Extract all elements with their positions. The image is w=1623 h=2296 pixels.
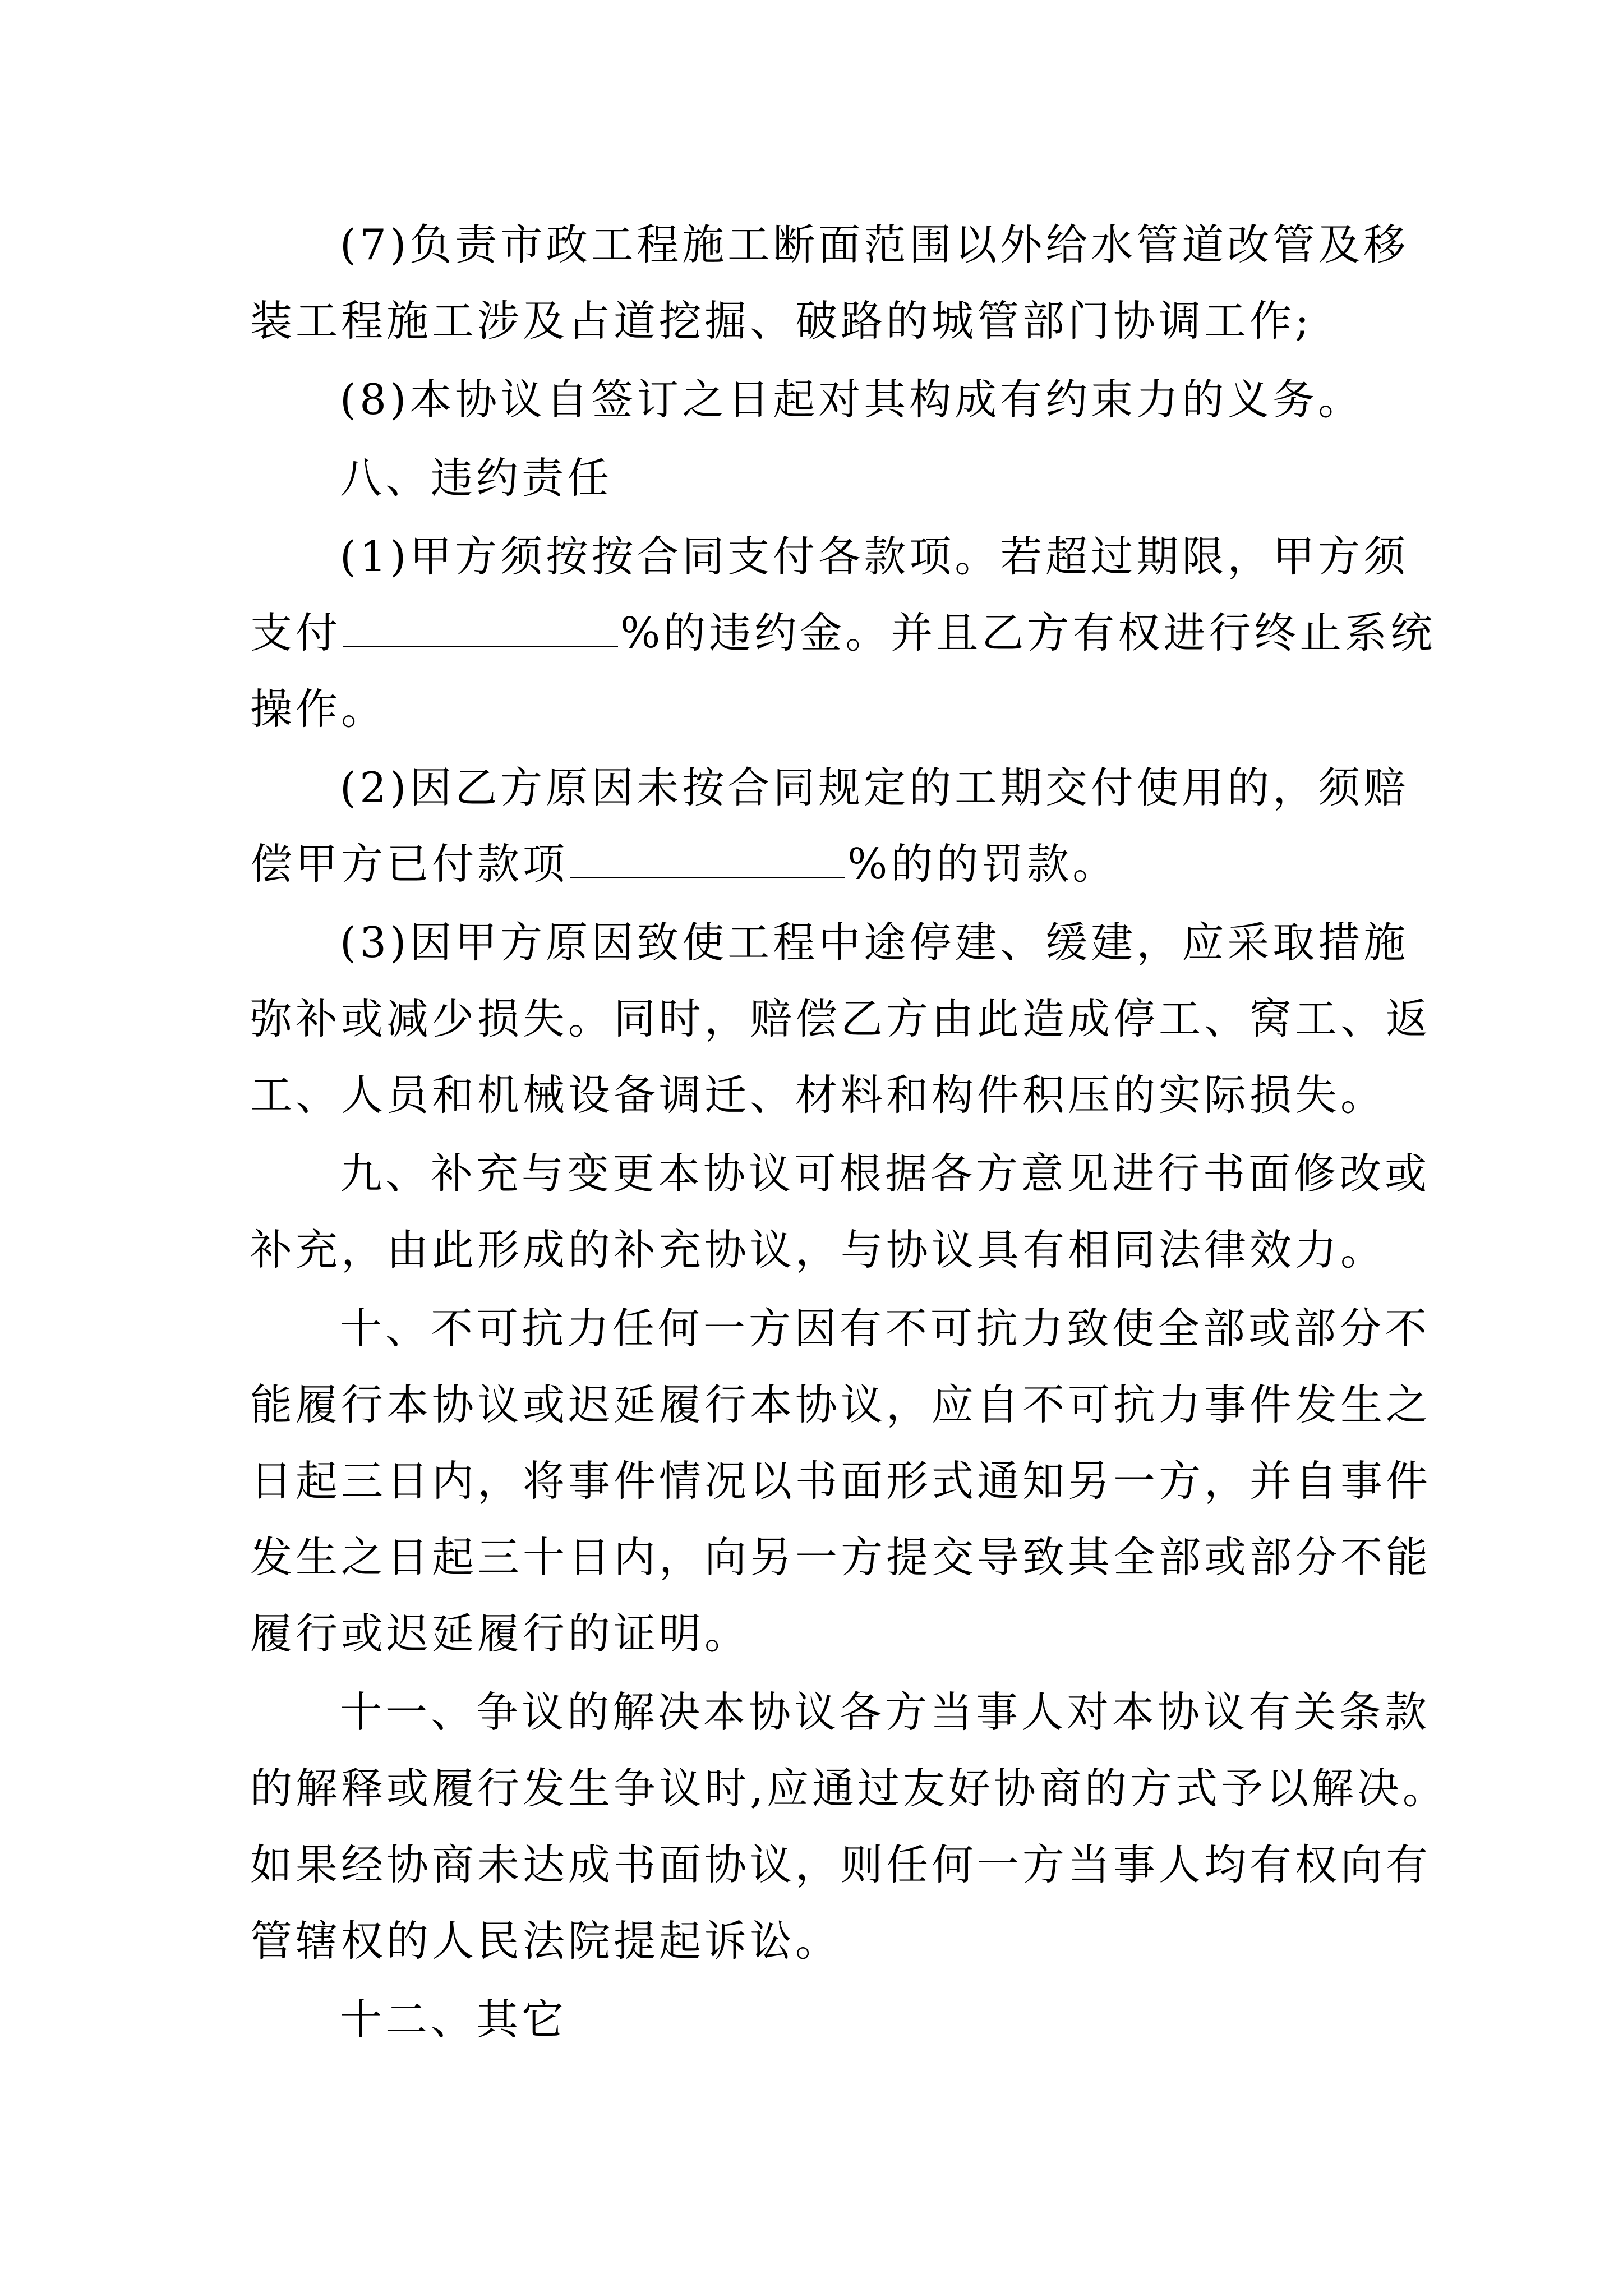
breach-1-suffix: %的违约金。并且乙方有权进行终止系统 — [620, 608, 1436, 657]
section-11-line-3: 如果经协商未达成书面协议，则任何一方当事人均有权向有 — [250, 1840, 1432, 1889]
breach-3-line-1: (3)因甲方原因致使工程中途停建、缓建，应采取措施 — [340, 918, 1409, 967]
section-10-line-4: 发生之日起三十日内，向另一方提交导致其全部或部分不能 — [250, 1533, 1432, 1582]
breach-2-line-2 — [250, 826, 1377, 902]
breach-1-line-3: 操作。 — [250, 684, 387, 734]
section-11-line-2: 的解释或履行发生争议时,应通过友好协商的方式予以解决。 — [250, 1764, 1448, 1813]
breach-2-suffix: %的的罚款。 — [847, 839, 1118, 889]
breach-1-line-2 — [250, 595, 1436, 671]
section-10-line-3: 日起三日内，将事件情况以书面形式通知另一方，并自事件 — [250, 1456, 1432, 1506]
breach-3-line-3: 工、人员和机械设备调迁、材料和构件积压的实际损失。 — [250, 1070, 1386, 1120]
section-9-line-2: 补充，由此形成的补充协议，与协议具有相同法律效力。 — [250, 1225, 1386, 1274]
section-11-line-4: 管辖权的人民法院提起诉讼。 — [250, 1916, 841, 1966]
document-body — [250, 206, 1448, 2058]
section-9-line-1: 九、补充与变更本协议可根据各方意见进行书面修改或 — [340, 1149, 1431, 1198]
section-12-heading: 十二、其它 — [340, 1995, 568, 2044]
section-10-line-5: 履行或迟延履行的证明。 — [250, 1609, 750, 1658]
section-10-line-1: 十、不可抗力任何一方因有不可抗力致使全部或部分不 — [340, 1304, 1431, 1353]
breach-3-line-2: 弥补或减少损失。同时，赔偿乙方由此造成停工、窝工、返 — [250, 994, 1432, 1043]
section-heading-breach: 八、违约责任 — [340, 453, 613, 503]
breach-2-line-1: (2)因乙方原因未按合同规定的工期交付使用的，须赔 — [340, 763, 1409, 812]
penalty-rate-blank[interactable] — [343, 610, 618, 647]
breach-1-line-1: (1)甲方须按按合同支付各款项。若超过期限，甲方须 — [340, 532, 1409, 581]
fine-rate-blank[interactable] — [570, 841, 845, 878]
breach-2-prefix: 偿甲方已付款项 — [250, 839, 569, 889]
breach-1-prefix: 支付 — [250, 608, 342, 657]
clause-8: (8)本协议自签订之日起对其构成有约束力的义务。 — [340, 375, 1364, 424]
clause-7-line-1: (7)负责市政工程施工断面范围以外给水管道改管及移 — [340, 220, 1409, 269]
clause-7-line-2: 装工程施工涉及占道挖掘、破路的城管部门协调工作; — [250, 296, 1313, 346]
section-11-line-1: 十一、争议的解决本协议各方当事人对本协议有关条款 — [340, 1687, 1431, 1737]
section-10-line-2: 能履行本协议或迟延履行本协议，应自不可抗力事件发生之 — [250, 1380, 1432, 1429]
